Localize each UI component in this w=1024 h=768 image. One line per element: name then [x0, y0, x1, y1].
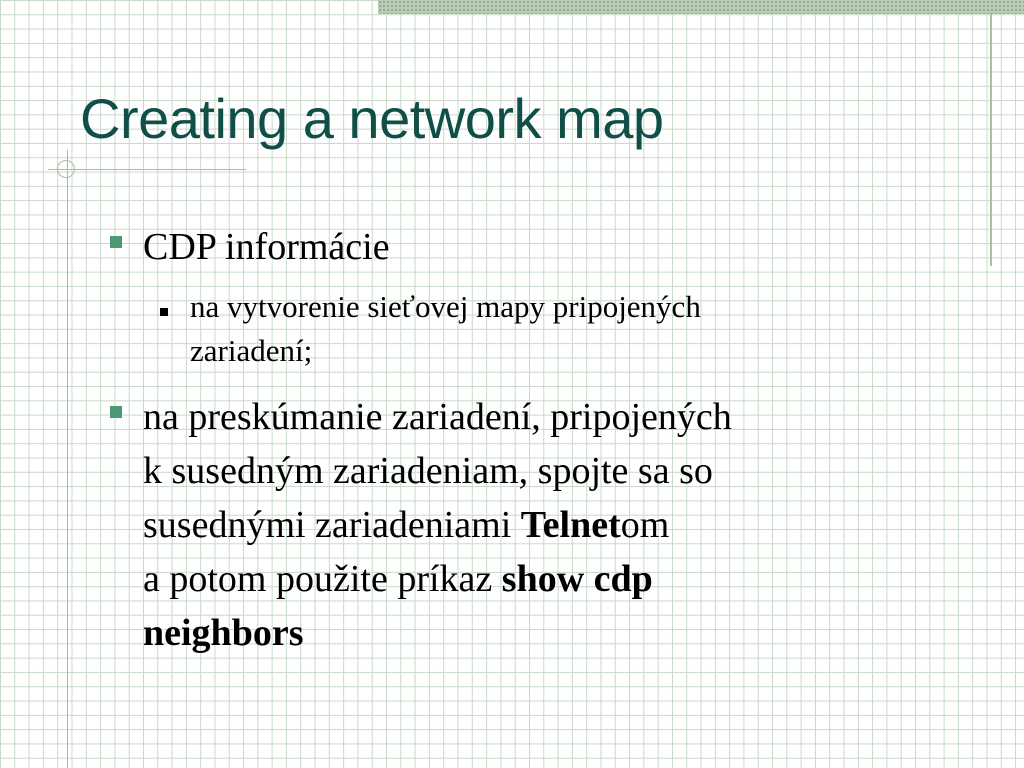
sub-bullet-icon: [160, 308, 168, 316]
bullet-2-line-3-text: susednými zariadeniami: [143, 504, 521, 546]
bullet-2-line-5: [143, 607, 303, 660]
decorative-top-band: [378, 0, 1024, 14]
bullet-2-line-4-text: a potom použite príkaz: [143, 558, 502, 600]
bullet-2-line-3-suffix: om: [620, 504, 670, 546]
bullet-2-line-4: [143, 553, 653, 606]
sub-bullet-line-1: na vytvorenie sieťovej mapy pripojených: [190, 289, 701, 324]
title-underline: [48, 169, 246, 170]
decorative-left-line: [67, 150, 68, 768]
bullet-square-icon: [110, 236, 122, 248]
sub-bullet-line-2: zariadení;: [190, 333, 313, 368]
command-keyword-continued: neighbors: [143, 612, 304, 654]
bullet-2-line-3: [143, 499, 669, 552]
decorative-circle: [57, 160, 75, 178]
bullet-2-line-1: na preskúmanie zariadení, pripojených: [143, 396, 732, 438]
bullet-cdp-info: CDP informácie: [143, 226, 390, 268]
bullet-square-icon: [110, 406, 122, 418]
command-keyword: show cdp: [501, 558, 653, 600]
telnet-keyword: Telnet: [520, 504, 621, 546]
decorative-right-line: [990, 14, 992, 266]
slide-title: Creating a network map: [80, 87, 664, 150]
bullet-2-line-2: k susedným zariadeniam, spojte sa so: [143, 450, 713, 492]
